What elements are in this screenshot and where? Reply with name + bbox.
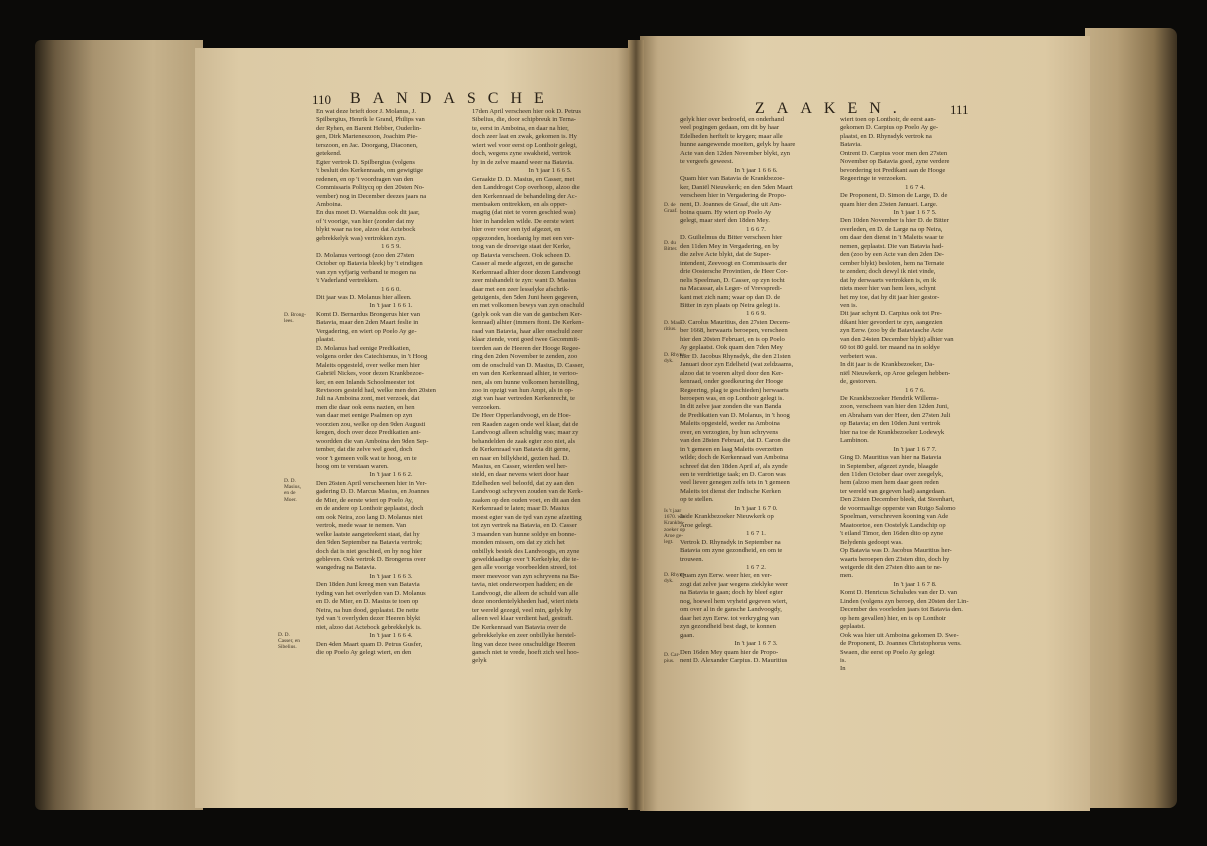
text-line: 1 6 7 2. <box>746 564 766 572</box>
text-line: steld, en daar nevens wiert door haar <box>472 471 569 479</box>
text-line: daar met een zeer lesselyke afschrik- <box>472 285 570 293</box>
right-page-number: 111 <box>950 102 969 117</box>
text-line: meer meevoor van zyn schryvens na Ba- <box>472 572 580 580</box>
text-line: boina quam. Hy wiert op Poelo Ay <box>680 208 772 216</box>
text-line: Maleits tot dienst der Indische Kerken <box>680 487 781 495</box>
text-line: 't Vaderland vertrekken. <box>316 277 379 285</box>
text-line: 1 6 6 0. <box>381 285 401 293</box>
text-line: ling van deze twee onschuldige Heeren <box>472 640 576 648</box>
text-line: daar het zyn Eerw. tot verkryging van <box>680 614 780 622</box>
text-line: Den 18den Juni kreeg men van Batavia <box>316 581 420 589</box>
text-line: Commissaris Politycq op den 20sten No- <box>316 184 425 192</box>
text-line: gelyk <box>472 657 487 665</box>
text-line: den 9den September na Batavia vertrok; <box>316 539 423 547</box>
margin-note: D. du Bitter. <box>664 240 678 253</box>
text-line: nog, hoewel hem vryheid gegeven wiert, <box>680 597 788 605</box>
text-line: over, en verzogten, by hun schryvens <box>680 428 779 436</box>
text-line: dikant hier gevordert te zyn, aangezien <box>840 318 943 326</box>
text-line: Egter vertrok D. Spilbergius (volgens <box>316 158 415 166</box>
text-line: van den 28sten Februari, dat D. Caron die <box>680 437 791 445</box>
text-line: Neira, na hun dood, geplaatst. De nette <box>316 606 419 614</box>
margin-note: D. D. Masius, en de Moer. <box>284 478 301 503</box>
right-running-head: ZAAKEN. <box>755 100 909 117</box>
text-line: Spoelman, verschreven kooning van Ade <box>840 513 949 521</box>
text-line: en D. de Mier, en D. Masius te toen op <box>316 598 419 606</box>
text-line: terszoon, en Jac. Doorgang, Diaconen, <box>316 141 418 149</box>
text-line: gekomen D. Carpius op Poelo Ay ge- <box>840 124 939 132</box>
text-line: Regeeringe te verzoeken. <box>840 175 907 183</box>
text-line: hier D. Jacobus Rhynsdyk, die den 21sten <box>680 352 791 360</box>
text-line: gen alle voorige voorbeelden streed, tot <box>472 564 577 572</box>
text-line: alleen wel klaar verdient had, gestraft. <box>472 615 573 623</box>
book-gutter <box>628 40 644 810</box>
text-line: Quam zyn Eerw. weer hier, en ver- <box>680 572 772 580</box>
text-line: geplaatst. <box>840 623 866 631</box>
text-line: Casser al mede afgezet, en de gansche <box>472 260 573 268</box>
text-line: de Predikatien van D. Molanus, in 't hoog <box>680 411 790 419</box>
text-line: Ontrent D. Carpius voor men den 27sten <box>840 149 948 157</box>
text-line: of 't voorige, van hier (zonder dat my <box>316 217 415 225</box>
text-line: Aroe gelegt. <box>680 521 713 529</box>
text-line: En wat deze brieft door J. Molanus, J. <box>316 108 416 115</box>
text-line: gewelddaadige over 't Kerkelyke, die te- <box>472 556 579 564</box>
text-line: nen, als om hunne volkomen herstelling, <box>472 378 580 386</box>
text-line: om daar den dienst in 't Maleits waar te <box>840 234 944 242</box>
text-line: die op Poelo Ay gelegt wiert, en den <box>316 649 412 656</box>
text-line: klaar ziende, vont goed twee Gecommit- <box>472 336 580 344</box>
text-line: tyd van 't overlyden dezer Heeren blykt <box>316 615 421 623</box>
text-line: De Krankbezoeker Hendrik Willems- <box>840 394 939 402</box>
left-page-edges <box>35 40 203 810</box>
text-line: niet, alzoo dat Actebock gebrekkelyk is. <box>316 623 422 631</box>
text-line: mentsaken onttrekken, en als opper- <box>472 200 568 208</box>
text-line: kregen, doch over deze Predikatien ant- <box>316 429 421 437</box>
text-line: schreef dat den 18den April af, als zynde <box>680 462 788 470</box>
text-line: Landvoogt schryven zouden van de Kerk- <box>472 488 583 496</box>
text-line: en Abraham van der Heer, den 27sten Juli <box>840 411 951 419</box>
text-line: is. <box>840 657 847 664</box>
text-line: (gelyk ook van die van de gantschen Ker- <box>472 310 582 318</box>
text-line: moest egter van de tyd van zyne afzetting <box>472 513 582 521</box>
text-line: In 't jaar 1 6 6 1. <box>369 302 413 310</box>
text-line: kenraad) alhier (immers ftont. De Kerken- <box>472 319 584 327</box>
text-line: In 't jaar 1 6 7 5. <box>893 208 937 216</box>
text-line: 1 6 6 7. <box>746 225 766 233</box>
text-line: In 't jaar 1 6 6 4. <box>369 632 413 640</box>
text-line: nent D. Alexander Carpius. D. Mauritius <box>680 657 788 664</box>
text-line: den Kerkenraad de behandeling der Ac- <box>472 192 577 200</box>
text-line: doch dat is niet geschied, en hy nog hier <box>316 547 423 555</box>
text-line: op hem gevallen) hier, en is op Lonthoir <box>840 614 946 622</box>
text-line: magtig (dat niet te voren geschied was) <box>472 209 576 217</box>
text-line: In 't jaar 1 6 6 6. <box>734 166 778 174</box>
text-line: gaan. <box>680 631 695 639</box>
text-line: bevordering tot Predikant aan de Hooge <box>840 166 946 174</box>
text-line: zyn Eerw. (zoo by de Bataviasche Acte <box>840 327 944 335</box>
text-line: welke laatste aangeteekent staat, dat hy <box>316 530 420 538</box>
text-line: weigerde dit den 27sten dito aan te ne- <box>840 564 942 572</box>
text-line: teerden aan de Heeren der Hooge Regee- <box>472 344 581 352</box>
text-line: Gabriël Nickes, voor dezen Krankbezoe- <box>316 370 424 378</box>
text-line: ter wereld gezegd, veel min, gelyk hy <box>472 606 572 614</box>
margin-note: D. Mau- ritius. <box>664 320 683 333</box>
text-line: En dus moet D. Warnaldus ook dit jaar, <box>316 209 420 217</box>
text-line: zoon, verscheen van hier den 12den Juni, <box>840 403 949 411</box>
text-line: om de onschuld van D. Masius, D. Casser, <box>472 361 585 369</box>
text-line: voor 't gemeen volk wat te hoog, en te <box>316 454 417 462</box>
text-line: raad van Batavia, haar aller onschuld zeer <box>472 327 583 335</box>
text-line: den 11den Mey in Vergadering, en by <box>680 242 779 250</box>
text-line: Batavia, maar den 2den Maart feslie in <box>316 319 419 327</box>
text-line: D. Molanus had eenige Predikatien, <box>316 344 411 352</box>
text-line: Komt D. Henricus Schulsdes van der D. van <box>840 589 958 597</box>
text-line: Januari door zyn Edelheid (wat zeldzaams, <box>680 361 794 369</box>
text-line: ven is. <box>840 301 858 309</box>
margin-note: D. Rhyns- dyk. <box>664 572 687 585</box>
text-line: hier den 20sten Februari, en is op Poelo <box>680 335 785 343</box>
text-line: Batavia om zyne gezondheid, en om te <box>680 547 783 555</box>
text-line: Bitter in zyn plaats op Neira gelegt is. <box>680 301 780 309</box>
text-line: beroepen was, en op Lonthoir gelegt is. <box>680 394 785 402</box>
text-line: voorzien zou, welke op den 9den Augusti <box>316 420 426 428</box>
text-line: zyn gezondheid best dagt, te konnen <box>680 623 776 631</box>
text-line: Landvoogt, die alleen de schuld van alle <box>472 589 579 597</box>
text-line: intendent, Zeevoogt en Commissaris der <box>680 259 787 267</box>
text-line: Lambinon. <box>840 437 869 445</box>
text-line: in September, afgezet zynde, blaagde <box>840 462 939 470</box>
margin-note: D. D. Casser, en Sibelius. <box>278 632 300 651</box>
text-line: Den 16den Mey quam hier de Propo- <box>680 648 779 656</box>
text-line: In <box>840 665 846 673</box>
text-line: behandelden de zaak egter zoo niet, als <box>472 437 576 445</box>
text-line: Kerkenraad alhier door dezen Landvoogt <box>472 268 581 276</box>
text-line: gansch niet te vrede, hoeft zich wel hoo- <box>472 649 579 656</box>
text-line: niets meer hier van hem lees, schynt <box>840 285 936 293</box>
text-line: Belydenis gedoopt was. <box>840 538 903 546</box>
text-line: hier na toe de Krankbezoeker Lodewyk <box>840 428 945 436</box>
text-line: In 't jaar 1 6 6 2. <box>369 471 413 479</box>
text-line: In 't jaar 1 6 7 0. <box>734 504 778 512</box>
text-line: hoog om te verstaan waren. <box>316 463 389 471</box>
text-line: tot zyn vertrek na Batavia, en D. Casser <box>472 522 577 530</box>
text-line: na Macassar, als Leger- of Vrevspredi- <box>680 285 782 293</box>
text-line: doch, wegens zyne swakheid, vertrok <box>472 150 571 158</box>
text-line: ker, Daniël Nieuwkerk; en den 5den Maart <box>680 183 793 191</box>
text-line: gebrekkelyk was) vertrokken zyn. <box>316 234 406 242</box>
text-line: veel liever genegen zelfs iets in 't gemeen <box>680 479 790 487</box>
text-line: deze onordentelykheden had, wiert niets <box>472 598 579 606</box>
text-line: redenen, en op 't voordragen van den <box>316 175 414 183</box>
text-line: ring den 2den November te zenden, zoo <box>472 353 578 361</box>
text-line: 1 6 7 4. <box>905 183 925 191</box>
margin-note: Is 't jaar 1670. wiel Krankbe- zoeker op Aroe ge- legt. <box>664 508 687 546</box>
text-line: nent, D. Joannes de Graaf, die uit Am- <box>680 200 782 208</box>
text-line: op Batavia; en den 10den Juni vertrok <box>840 420 941 428</box>
text-line: alzoo dat te voeren altyd door den Ker- <box>680 369 784 377</box>
text-line: Landvoogt alleen schuldig was; maar zy <box>472 429 579 437</box>
text-line: nelis Speelman, D. Casser, op zyn tocht <box>680 276 785 284</box>
text-line: 17den April verscheen hier ook D. Petrus <box>472 108 581 115</box>
text-line: overleden, en D. de Large na op Neira, <box>840 225 943 233</box>
text-line: Dit jaar schynt D. Carpius ook tot Pre- <box>840 310 942 318</box>
text-line: Juli na Amboina zont, met verzoek, dat <box>316 395 420 403</box>
text-line: wilde; doch de Kerkenraad van Amboina <box>680 454 789 462</box>
text-line: quam hier den 23sten Januari. Large. <box>840 200 938 208</box>
text-line: gelyk hier over bedroefd, en onderhand <box>680 116 784 123</box>
text-line: vember) nog in December deezes jaars na <box>316 192 427 200</box>
text-line: Masius, en Casser, wierden wel her- <box>472 463 568 471</box>
text-line: De Proponent, D. Simon de Large, D. de <box>840 192 948 200</box>
text-line: nemen, geplaatst. Die van Batavia had- <box>840 242 944 250</box>
text-line: van den 24sten December blykt) alhier van <box>840 335 954 343</box>
text-line: December des voorleden jaars tot Batavia den. <box>840 606 963 614</box>
left-running-head: BANDASCHE <box>350 90 556 107</box>
text-line: gebrekkelyke en zeer onbillyke herstel- <box>472 632 576 640</box>
text-line: zoo in opzigt van hun Ampt, als in op- <box>472 386 574 394</box>
text-line: Edelheden wel beloofd, dat zy aan den <box>472 479 574 487</box>
right-column-1 <box>680 116 832 665</box>
text-line: getuigenis, den 5den Juni heen gegeven, <box>472 293 579 301</box>
text-line: In 't jaar 1 6 6 5. <box>528 167 572 175</box>
text-line: Komt D. Bernardus Brongerus hier van <box>316 310 421 318</box>
text-line: tyding van het overlyden van D. Molanus <box>316 589 426 597</box>
text-line: D. Guilielmus du Bitter verscheen hier <box>680 234 783 242</box>
text-line: Revisoors gesteld had, welke men den 20sten <box>316 386 436 394</box>
text-line: Maatoortoe, een Oostelyk Landschip op <box>840 521 946 529</box>
text-line: de Mier, de eerste wiert op Poelo Ay, <box>316 496 414 504</box>
text-line: ter wereld van gegeven had) aangedaan. <box>840 487 946 495</box>
text-line: niël Nieuwkerk, op Aroe gelegen hebben- <box>840 369 951 377</box>
text-line: dat hy derwaarts vertrokken is, en ik <box>840 276 937 284</box>
text-line: gebleven. Ook vertrok D. Brongerus over <box>316 556 426 564</box>
text-line: wiert toen op Lonthoir, de eerst aan- <box>840 116 936 123</box>
text-line: zeer mishandelt te zyn: want D. Masius <box>472 277 577 285</box>
text-line: te zenden; doch dewyl ik niet vinde, <box>840 268 936 276</box>
left-column-2 <box>472 108 628 666</box>
text-line: kant met zich nam; waar op dan D. de <box>680 293 781 301</box>
text-line: Maleits opgesteld, weder na Amboina <box>680 420 780 428</box>
left-page-number: 110 <box>312 92 332 107</box>
margin-note: D. de Graaf. <box>664 202 678 215</box>
text-line: blykt waar na toe, alzoo dat Actebock <box>316 226 416 234</box>
text-line: op Batavia verscheen. Ook scheen D. <box>472 251 571 259</box>
text-line: Vertrok D. Rhynsdyk in September na <box>680 538 781 546</box>
text-line: Sibelius, die, door schipbreuk in Terna- <box>472 116 576 124</box>
text-line: en met volkomen bewys van zyn onschuld <box>472 302 585 310</box>
text-line: vertrok, mede waar te nemen. Van <box>316 522 407 530</box>
text-line: Vergadering, en wiert op Poelo Ay ge- <box>316 327 417 335</box>
text-line: Amboina. <box>316 200 343 208</box>
text-line: plaatst, en D. Rhynsdyk vertrok na <box>840 132 932 140</box>
text-line: 1 6 7 1. <box>746 530 766 538</box>
text-line: verzoeken. <box>472 403 501 411</box>
text-line: te, eerst in Amboina, en daar na hier, <box>472 124 569 132</box>
text-line: en naar en billykheid, gezien had. D. <box>472 454 569 462</box>
text-line: den (zoo by een Acte van den 2den De- <box>840 251 944 259</box>
text-line: Is de Krankbezoeker Nieuwkerk op <box>680 513 774 521</box>
text-line: 1 6 5 9. <box>381 243 401 251</box>
text-line: 1 6 6 9. <box>746 310 766 318</box>
text-line: Dit jaar was D. Molanus hier alleen. <box>316 293 412 301</box>
text-line: Op Batavia was D. Jacobus Mauritius her- <box>840 547 952 555</box>
text-line: Den 26sten April verscheenen hier in Ver- <box>316 479 427 487</box>
text-line: D. Carolus Mauritius, den 27sten Decem- <box>680 318 791 326</box>
text-line: onbillyk bestek des Landvoogts, en zyne <box>472 547 580 555</box>
text-line: zigt van haar vertreden Kerkenrecht, te <box>472 395 575 403</box>
margin-note: D. Brong- lees. <box>284 312 306 325</box>
text-line: Geraakte D. D. Masius, en Casser, met <box>472 175 575 183</box>
text-line: hy in de zelve maand weer na Batavia. <box>472 158 574 166</box>
text-line: trouwen. <box>680 555 704 563</box>
text-line: kenraad, onder goedkeuring der Hooge <box>680 378 784 386</box>
text-line: het my toe, dat hy dit jaar hier gestor- <box>840 293 940 301</box>
text-line: zaaken op den ouden voet, en dit aan den <box>472 496 581 504</box>
text-line: getekend. <box>316 150 342 158</box>
margin-note: D. Rhyns- dyk. <box>664 352 687 365</box>
text-line: gen, Dirk Marteneszoon, Joachim Pie- <box>316 133 418 141</box>
text-line: den Landdrogst Cop overhoop, alzoo die <box>472 184 580 192</box>
text-line: Swaen, die eerst op Poelo Ay gelegt <box>840 648 935 656</box>
text-line: wiert wel voor eerst op Lonthoir gelegt, <box>472 141 577 149</box>
text-line: Den 23sten December bleek, dat Steenhart, <box>840 496 955 504</box>
text-line: een te verdrietige taak; en D. Caron was <box>680 471 786 479</box>
text-line: ber 1668, herwaarts beroepen, verscheen <box>680 327 788 335</box>
text-line: In 't jaar 1 6 6 3. <box>369 572 413 580</box>
text-line: In dit jaar is de Krankbezoeker, Da- <box>840 361 935 369</box>
text-line: volgens order des Catechismus, in 't Hoog <box>316 353 428 361</box>
text-line: Ook was hier uit Amboina gekomen D. Swe- <box>840 631 959 639</box>
text-line: de Proponent, D. Joannes Christophorus vens. <box>840 640 962 648</box>
text-line: ren Raaden zagen onde wel klaar, dat de <box>472 420 579 428</box>
text-line: 't besluit des Kerkenraads, om gewigtige <box>316 167 424 175</box>
text-line: op te stellen. <box>680 496 714 504</box>
text-line: ker, en een Inlands Schoolmeester tot <box>316 378 415 386</box>
text-line: de Kerkenraad van Batavia dit gerne, <box>472 446 571 454</box>
text-line: Maleits opgesteld, over welke men hier <box>316 361 421 369</box>
text-line: 't eiland Timor, den 16den dito op zyne <box>840 530 944 538</box>
text-line: cember blykt) besloten, hem na Ternate <box>840 259 945 267</box>
text-line: October op Batavia bleek) by 't eindigen <box>316 260 423 268</box>
text-line: De Kerkenraad van Batavia over de <box>472 623 567 631</box>
text-line: 3 maanden van hunne soldye en bonne- <box>472 530 577 538</box>
text-line: gelegt, maar sterf den 18den Mey. <box>680 217 770 225</box>
text-line: waarts beroepen den 23sten dito, doch hy <box>840 555 950 563</box>
text-line: om over al in de gansche Landvoogdy, <box>680 606 782 614</box>
text-line: men die daar ook eens nazien, en hen <box>316 403 415 411</box>
text-line: van daar met eenige Psalmen op zyn <box>316 412 413 420</box>
text-line: 1 6 7 6. <box>905 386 925 394</box>
text-line: Ging D. Mauritius van hier na Batavia <box>840 454 942 462</box>
text-line: woordden die van Amboina den 9den Sep- <box>316 437 429 445</box>
text-line: Spilbergius, Henrik le Grand, Philips van <box>316 116 425 124</box>
margin-note: D. Car- pius. <box>664 652 681 665</box>
text-line: hunne aangewende moeiten, gelyk by haare <box>680 141 796 149</box>
text-line: 60 tot 80 guld. ter maand na in soldye <box>840 344 940 352</box>
text-line: Ay geplaatst. Ook quam den 7den Mey <box>680 344 783 352</box>
text-line: die zelve Acte blykt, dat de Super- <box>680 251 771 259</box>
left-column-1 <box>316 108 466 657</box>
text-line: hier in handelen wilde. De eerste wiert <box>472 217 574 225</box>
text-line: verbetert was. <box>840 352 877 360</box>
text-line: en van den Kerkenraad alhier, te vertoo- <box>472 370 579 378</box>
text-line: D. Molanus vertoogt (zoo den 27sten <box>316 251 415 259</box>
text-line: drie Oostersche Provintien, de Heer Cor- <box>680 268 788 276</box>
text-line: plaatst. <box>316 336 335 344</box>
text-line: In 't jaar 1 6 7 3. <box>734 640 778 648</box>
text-line: de, gestorven. <box>840 378 877 386</box>
text-line: en de andere op Lonthoir geplaatst, doch <box>316 505 424 513</box>
text-line: Regeering, plag te geschieden) herwaarts <box>680 386 789 394</box>
text-line: wangedrag na Batavia. <box>316 564 377 572</box>
text-line: gadering D. D. Marcus Masius, en Joannes <box>316 488 430 496</box>
text-line: In dit zelve jaar zonden die van Banda <box>680 403 782 411</box>
text-line: monden missen, om dat zy zich het <box>472 539 565 547</box>
text-line: verscheen hier in Vergadering de Propo- <box>680 192 787 200</box>
text-line: hier over voor een tyd afgezet, en <box>472 226 561 234</box>
text-line: van zyn vyfjarig verband te mogen na <box>316 268 416 276</box>
text-line: Linden (volgens zyn beroep, den 20sten der Lin- <box>840 597 969 605</box>
text-line: tember, dat die zelve wel goed, doch <box>316 446 413 454</box>
text-line: men. <box>840 572 854 580</box>
text-line: in 't gemeen en laag Maleits overzetten <box>680 445 783 453</box>
right-column-2 <box>840 116 990 674</box>
text-line: Batavia. <box>840 141 862 149</box>
text-line: Den 4den Maart quam D. Petrus Gusfer, <box>316 640 423 648</box>
text-line: veel pogingen gedaan, om dit by haar <box>680 124 780 132</box>
text-line: opgezonden, hoedanig hy met een ver- <box>472 234 575 242</box>
text-line: In 't jaar 1 6 7 8. <box>893 580 937 588</box>
text-line: tavia, niet onderworpen hadden; en de <box>472 581 573 589</box>
text-line: om ook Neira, zoo lang D. Molanus niet <box>316 513 423 521</box>
text-line: doch zeer laat en zwak, gekomen is. Hy <box>472 133 577 141</box>
text-line: Quam hier van Batavia de Krankbezoe- <box>680 175 785 183</box>
text-line: toog van de droevige staat der Kerke, <box>472 243 571 251</box>
right-page-edges <box>1085 28 1177 808</box>
text-line: zogt dat zelve jaar wegens zieklyke weer <box>680 580 789 588</box>
text-line: Acte van den 12den November blykt, zyn <box>680 149 791 157</box>
text-line: den 11den October daar over zeegelyk, <box>840 471 944 479</box>
text-line: hem (alzoo men hem daar geen reden <box>840 479 939 487</box>
text-line: Edelheden herftelt te krygen; maar alle <box>680 132 783 140</box>
text-line: November op Batavia goed, zyne verdere <box>840 158 950 166</box>
text-line: de voormaalige opperste van Rutgo Salomo <box>840 504 956 512</box>
text-line: De Heer Opperlandvoogt, en de Hoe- <box>472 412 571 420</box>
text-line: te vergeefs geweest. <box>680 158 734 166</box>
text-line: In 't jaar 1 6 7 7. <box>893 445 937 453</box>
text-line: na Batavia te gaan; doch hy bleef egter <box>680 589 783 597</box>
text-line: der Ryhen, en Barent Hebber, Ouderlin- <box>316 124 422 132</box>
text-line: Den 10den November is hier D. de Bitter <box>840 217 949 225</box>
text-line: Kerkenraad te laten; maar D. Masius <box>472 505 570 513</box>
